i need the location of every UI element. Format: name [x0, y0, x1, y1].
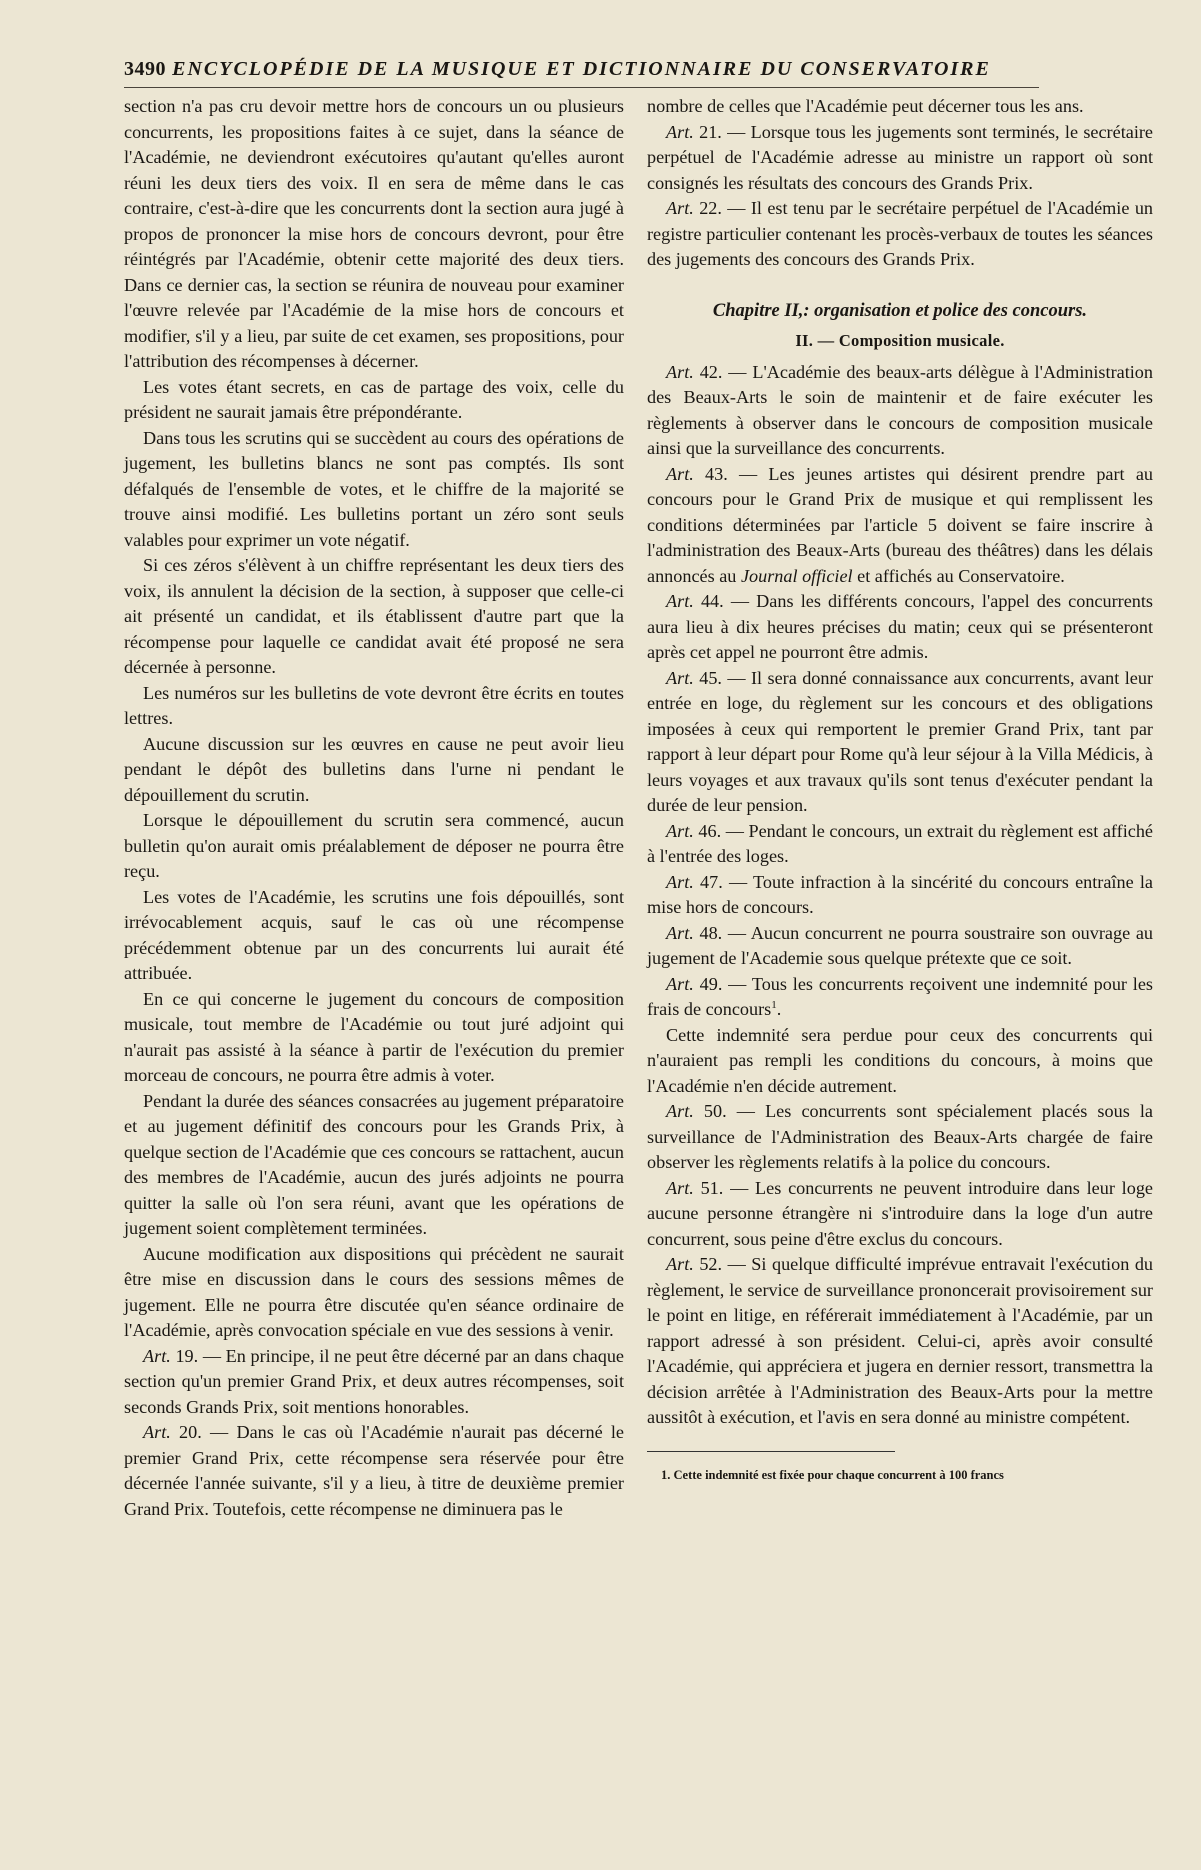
article-label: Art.	[666, 1101, 694, 1121]
paragraph: Les votes de l'Académie, les scrutins une fois dépouillés, sont irrévocablement acquis, sauf le cas où une récompense précédemment obtenue par un des concurrents lui aurait été attribuée.	[124, 886, 624, 983]
article-49	[647, 972, 1153, 1023]
article-label: Art.	[143, 1422, 171, 1442]
article-text: 20. — Dans le cas où l'Académie n'aurait pas décerné le premier Grand Prix, cette récompense sera réservée pour être décernée l'année suivante, s'il y a lieu, à titre de deuxième premier Grand Prix. Toutefois, cette récompense ne diminuera pas le	[124, 1422, 625, 1519]
article-label: Art.	[666, 1177, 694, 1198]
paragraph: section n'a pas cru devoir mettre hors de concours un ou plusieurs concurrents, les propositions faites à ce sujet, dans la séance de l'Académie, ne deviendront exécutoires qu'autant qu'elles auront réuni les deux tiers des voix. Il en sera de même dans le cas contraire, c'est-à-dire que les concurrents dont la section aura jugé à propos de prononcer la mise hors de concours devront, pour être réintégrés par l'Académie, obtenir cette majorité des deux tiers. Dans ce dernier cas, la section se réunira de nouveau pour examiner l'œuvre relevée par l'Académie de la mise hors de concours et modifier, s'il y a lieu, par suite de cet examen, ses propositions, pour l'attribution des récompenses à décerner.	[124, 96, 624, 371]
article-text: 48. — Aucun concurrent ne pourra soustraire son ouvrage au jugement de l'Academie sous quelque prétexte que ce soit.	[647, 922, 1154, 968]
article-label: Art.	[666, 591, 694, 611]
paragraph: Lorsque le dépouillement du scrutin sera commencé, aucun bulletin qu'on aurait omis préalablement de déposer ne pourra être reçu.	[124, 810, 624, 881]
paragraph: En ce qui concerne le jugement du concours de composition musicale, tout membre de l'Académie ou tout juré adjoint qui n'aurait pas assisté à la séance à partir de l'exécution du premier morceau de concours, ne pourra être admis à voter.	[124, 988, 624, 1085]
paragraph: Aucune modification aux dispositions qui précèdent ne saurait être mise en discussion dans le cours des sessions mêmes de jugement. Elle ne pourra être discutée qu'en séance ordinaire de l'Académie, après convocation spéciale en vue des sessions à venir.	[124, 1243, 624, 1340]
paragraph: nombre de celles que l'Académie peut décerner tous les ans.	[647, 96, 1084, 116]
article-text: et affichés au Conservatoire.	[857, 565, 1065, 586]
article-20	[124, 1420, 624, 1522]
right-column	[647, 94, 1153, 1484]
article-44	[647, 589, 1153, 666]
page-number: 3490	[124, 58, 166, 80]
article-47	[647, 870, 1153, 921]
left-column	[124, 94, 624, 1522]
article-50	[647, 1099, 1153, 1176]
article-label: Art.	[666, 820, 694, 841]
paragraph: Les votes étant secrets, en cas de partage des voix, celle du président ne saurait jamais être prépondérante.	[124, 376, 624, 422]
article-label: Art.	[666, 198, 694, 218]
footnote-rule	[647, 1451, 895, 1452]
page-header	[124, 58, 1039, 84]
article-text: 22. — Il est tenu par le secrétaire perpétuel de l'Académie un registre particulier contenant les procès-verbaux de toutes les séances des jugements des concours des Grands Prix.	[647, 198, 1154, 269]
article-text: 21. — Lorsque tous les jugements sont terminés, le secrétaire perpétuel de l'Académie adresse au ministre un rapport où sont consignés les résultats des concours des Grands Prix.	[647, 121, 1153, 193]
article-text: 47. — Toute infraction à la sincérité du concours entraîne la mise hors de concours.	[647, 871, 1153, 917]
article-43	[647, 462, 1153, 590]
article-label: Art.	[666, 361, 694, 382]
article-45	[647, 666, 1153, 819]
article-text: 42. — L'Académie des beaux-arts délègue à l'Administration des Beaux-Arts le soin de maintenir et de faire exécuter les règlements à observer dans le concours de composition musicale ainsi que la surveillance des concurrents.	[647, 361, 1153, 458]
article-19	[124, 1344, 624, 1421]
footnote-marker: 1	[771, 998, 777, 1011]
article-text: 43. — Les jeunes artistes qui désirent prendre part au concours pour le Grand Prix de musique et qui remplissent les conditions déterminées par l'article 5 doivent se faire inscrire à l'administration des Beaux-Arts (bureau des théâtres) dans les délais annoncés au	[647, 463, 1153, 586]
article-52	[647, 1252, 1153, 1431]
article-label: Art.	[666, 922, 694, 943]
article-text: 46. — Pendant le concours, un extrait du règlement est affiché à l'entrée des loges.	[647, 820, 1153, 866]
paragraph: Si ces zéros s'élèvent à un chiffre représentant les deux tiers des voix, ils annulent la décision de la section, à supposer que celle-ci ait présenté un candidat, et ils établissent d'autre part que la récompense pour laquelle ce candidat avait été proposé ne sera décernée à personne.	[124, 555, 624, 677]
journal-title: Journal officiel	[740, 565, 853, 586]
article-46	[647, 819, 1153, 870]
article-51	[647, 1176, 1153, 1253]
article-label: Art.	[666, 463, 694, 484]
article-text: 51. — Les concurrents ne peuvent introduire dans leur loge aucune personne étrangère ni s'introduire dans la loge d'un autre concurrent, sous peine d'être exclus du concours.	[647, 1177, 1153, 1249]
header-rule	[124, 87, 1039, 88]
article-text: 49. — Tous les concurrents reçoivent une indemnité pour les frais de concours	[647, 973, 1153, 1019]
article-label: Art.	[143, 1345, 171, 1366]
article-label: Art.	[666, 973, 694, 994]
article-22	[647, 196, 1153, 273]
running-head: ENCYCLOPÉDIE DE LA MUSIQUE ET DICTIONNAIRE DU CONSERVATOIRE	[172, 58, 991, 80]
article-text: 19. — En principe, il ne peut être décerné par an dans chaque section qu'un premier Grand Prix, et deux autres récompenses, soit seconds Grands Prix, soit mentions honorables.	[124, 1345, 624, 1417]
footnote: 1. Cette indemnité est fixée pour chaque concurrent à 100 francs	[661, 1467, 1004, 1482]
article-text: 45. — Il sera donné connaissance aux concurrents, avant leur entrée en loge, du règlement sur les concours et des obligations imposées à ceux qui remportent le premier Grand Prix, tant par rapport à leur départ pour Rome qu'à leur séjour à la Villa Médicis, à leurs voyages et aux travaux qu'ils sont tenus d'exécuter pendant la durée de leur pension.	[647, 667, 1153, 815]
article-label: Art.	[666, 871, 694, 892]
article-text: 50. — Les concurrents sont spécialement placés sous la surveillance de l'Administration des Beaux-Arts chargée de faire observer les règlements relatifs à la police du concours.	[647, 1101, 1154, 1172]
paragraph: Pendant la durée des séances consacrées au jugement préparatoire et au jugement définitif des concours pour les Grands Prix, à quelque section de l'Académie que ces concours se rattachent, aucun des membres de l'Académie, aucun des jurés adjoints ne pourra quitter la salle où l'on sera réuni, avant que les opérations de jugement soient complètement terminées.	[124, 1090, 624, 1238]
article-21	[647, 120, 1153, 197]
article-text: 44. — Dans les différents concours, l'appel des concurrents aura lieu à dix heures précises du matin; ceux qui se présenteront après cet appel ne pourront être admis.	[647, 591, 1154, 662]
chapter-title: Chapitre II,: organisation et police des concours.	[712, 300, 1088, 321]
paragraph: Dans tous les scrutins qui se succèdent au cours des opérations de jugement, les bulletins blancs ne sont pas comptés. Ils sont défalqués de l'ensemble de votes, et le chiffre de la majorité se trouve ainsi modifié. Les bulletins portant un zéro sont seuls valables pour exprimer un vote négatif.	[124, 427, 624, 550]
article-42	[647, 360, 1153, 462]
article-label: Art.	[666, 1254, 694, 1274]
article-text: 52. — Si quelque difficulté imprévue entravait l'exécution du règlement, le service de surveillance prononcerait provisoirement sur le point en litige, en référerait immédiatement à l'Académie, par un rapport adressé à son président. Celui-ci, après avoir consulté l'Académie, qui appréciera et jugera en dernier ressort, transmettra la décision arrêtée à l'Administration des Beaux-Arts pour la mettre aussitôt à exécution, et l'avis en sera donné au ministre compétent.	[647, 1254, 1154, 1427]
article-text: .	[776, 999, 782, 1019]
paragraph: Aucune discussion sur les œuvres en cause ne peut avoir lieu pendant le dépôt des bulletins dans l'urne ni pendant le dépouillement du scrutin.	[124, 733, 624, 805]
article-label: Art.	[666, 667, 694, 688]
paragraph: Cette indemnité sera perdue pour ceux des concurrents qui n'auraient pas rempli les conditions du concours, à moins que l'Académie n'en décide autrement.	[647, 1024, 1153, 1096]
section-title: II. — Composition musicale.	[795, 331, 1005, 350]
article-48	[647, 921, 1153, 972]
article-label: Art.	[666, 121, 694, 142]
paragraph: Les numéros sur les bulletins de vote devront être écrits en toutes lettres.	[124, 682, 624, 728]
